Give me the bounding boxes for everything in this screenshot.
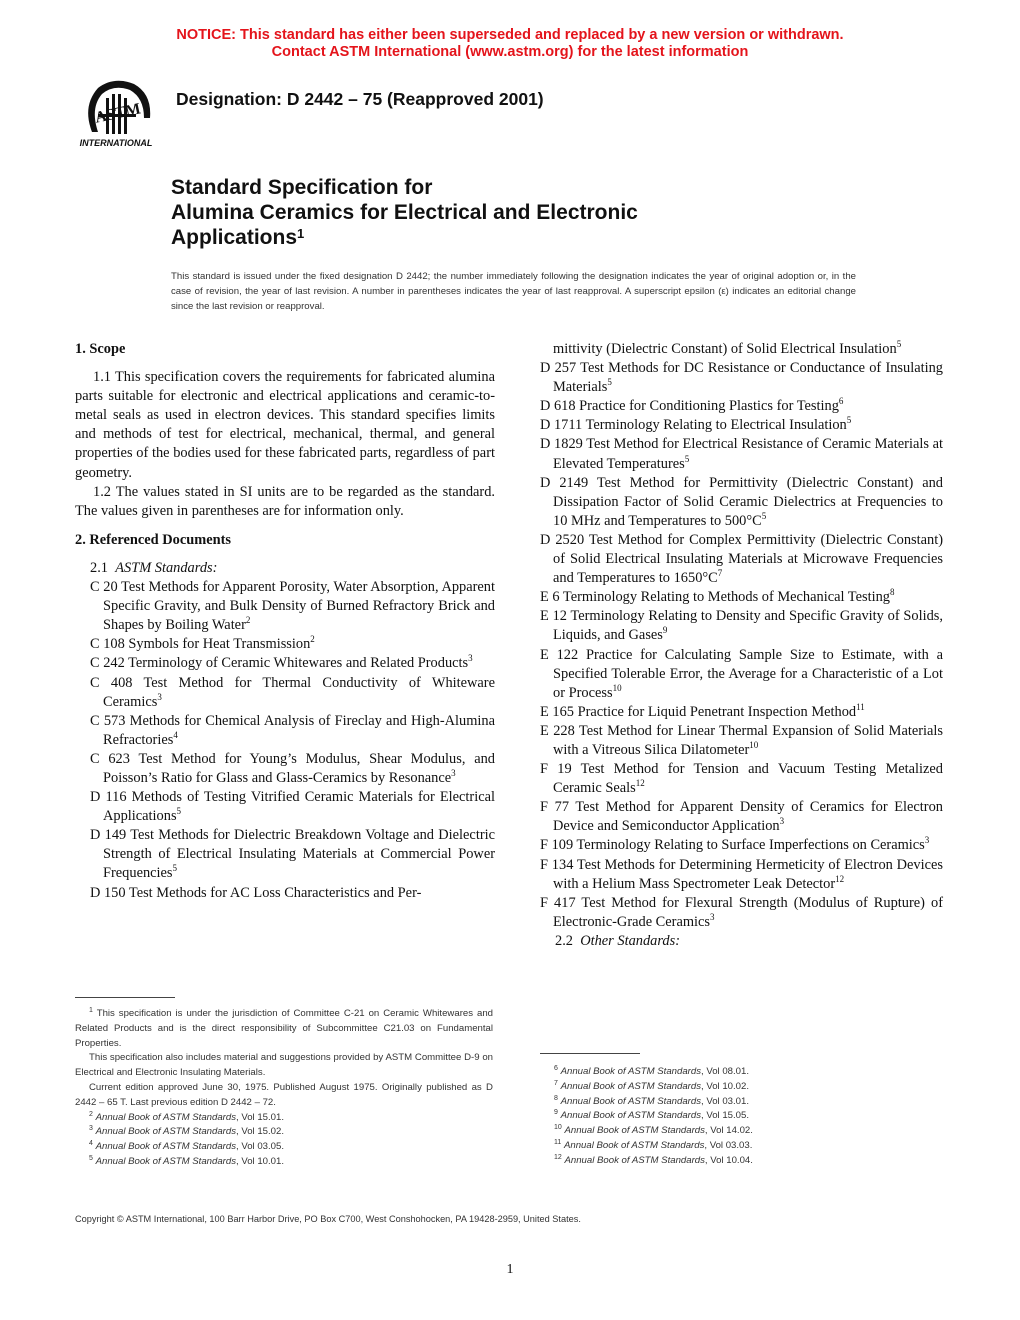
reference-footnote-mark: 3 xyxy=(710,911,715,922)
reference-text: D 1711 Terminology Relating to Electrical Insulation xyxy=(540,417,847,434)
astm-logo-icon xyxy=(72,74,164,150)
footnote-book-title: Annual Book of ASTM Standards xyxy=(95,1141,237,1153)
reference-item xyxy=(90,674,495,712)
reference-item xyxy=(90,788,495,826)
footnote-mark: 3 xyxy=(89,1125,93,1133)
reference-item xyxy=(540,836,943,855)
reference-item xyxy=(540,435,943,473)
footnote-book-title: Annual Book of ASTM Standards xyxy=(564,1154,705,1166)
reference-text: F 109 Terminology Relating to Surface Imperfections on Ceramics xyxy=(540,837,925,854)
reference-footnote-mark: 3 xyxy=(157,691,162,702)
footnote-1-mark: 1 xyxy=(89,1007,93,1014)
footnote-volume-number: , Vol 03.01. xyxy=(701,1095,750,1107)
reference-item xyxy=(90,578,495,635)
reference-item xyxy=(540,416,943,435)
reference-text: D 618 Practice for Conditioning Plastics for Testing xyxy=(540,398,839,415)
footnote-1-text: This specification is under the jurisdiction of Committee C-21 on Ceramic Whitewares and Related Products and is the direct responsibility of Subcommittee C21.03 on Fundamental Properties. xyxy=(75,1008,493,1049)
reference-footnote-mark: 10 xyxy=(612,682,622,693)
footnote-mark: 10 xyxy=(554,1124,562,1132)
footnote-volume xyxy=(540,1095,840,1110)
footnotes-left xyxy=(75,1007,493,1170)
title-footnote-mark: 1 xyxy=(297,226,305,241)
reference-item xyxy=(90,884,495,903)
notice-line-1: NOTICE: This standard has either been superseded and replaced by a new version or withdrawn. xyxy=(176,27,844,43)
reference-text: C 108 Symbols for Heat Transmission xyxy=(90,636,311,653)
copyright-notice: Copyright © ASTM International, 100 Barr Harbor Drive, PO Box C700, West Conshohocken, PA 19428-2959, United States. xyxy=(75,1214,581,1224)
footnote-volume xyxy=(75,1125,493,1140)
scope-heading: 1. Scope xyxy=(75,341,126,357)
reference-text: D 2520 Test Method for Complex Permittivity (Dielectric Constant) of Solid Electrical Insulating Materials at Microwave Frequencies and Temperatures to 1650°C xyxy=(540,531,943,587)
reference-text: D 116 Methods of Testing Vitrified Ceramic Materials for Electrical Applications xyxy=(90,789,495,825)
footnote-mark: 12 xyxy=(554,1153,562,1161)
designation: Designation: D 2442 – 75 (Reapproved 2001) xyxy=(176,89,544,109)
logo-text: ASTM xyxy=(93,100,143,127)
reference-item xyxy=(540,703,943,722)
reference-text: F 417 Test Method for Flexural Strength (Modulus of Rupture) of Electronic-Grade Ceramics xyxy=(540,894,943,930)
footnote-book-title: Annual Book of ASTM Standards xyxy=(95,1126,237,1138)
reference-text: C 242 Terminology of Ceramic Whitewares and Related Products xyxy=(90,655,469,672)
reference-item xyxy=(540,894,943,932)
footnote-volume-number: , Vol 03.03. xyxy=(704,1139,753,1151)
reference-item xyxy=(90,826,495,883)
reference-footnote-mark: 11 xyxy=(856,701,865,712)
continuation-text: mittivity (Dielectric Constant) of Solid Electrical Insulation xyxy=(553,341,897,357)
footnote-divider-right xyxy=(540,1053,640,1054)
reference-footnote-mark: 8 xyxy=(889,587,895,598)
footnote-volume xyxy=(75,1155,493,1170)
footnote-mark: 11 xyxy=(554,1138,562,1146)
other-standards-label: Other Standards: xyxy=(580,932,681,949)
footnote-volume-number: , Vol 10.02. xyxy=(701,1080,750,1092)
reference-text: F 134 Test Methods for Determining Hermeticity of Electron Devices with a Helium Mass Spectrometer Leak Detector xyxy=(540,856,943,892)
reference-text: C 20 Test Methods for Apparent Porosity, Water Absorption, Apparent Specific Gravity, and Bulk Density of Burned Refractory Brick and Shapes by Boiling Water xyxy=(90,579,495,634)
title-line-3-text: Applications xyxy=(171,226,298,249)
footnote-volumes-left xyxy=(75,1111,493,1170)
supersession-notice xyxy=(0,27,1020,61)
reference-footnote-mark: 3 xyxy=(779,816,785,827)
reference-item xyxy=(540,856,943,894)
reference-item xyxy=(90,750,495,788)
refs-heading: 2. Referenced Documents xyxy=(75,531,231,548)
reference-text: D 149 Test Methods for Dielectric Breakdown Voltage and Dielectric Strength of Electrical Insulating Materials at Commercial Power Frequencies xyxy=(90,827,495,882)
reference-footnote-mark: 4 xyxy=(173,729,178,740)
reference-item xyxy=(540,474,943,531)
title-line-1: Standard Specification for xyxy=(171,176,433,199)
reference-footnote-mark: 2 xyxy=(310,634,315,645)
reference-text: E 6 Terminology Relating to Methods of Mechanical Testing xyxy=(540,589,890,606)
reference-text: D 1829 Test Method for Electrical Resistance of Ceramic Materials at Elevated Temperatures xyxy=(540,436,943,472)
footnote-volume-number: , Vol 03.05. xyxy=(236,1141,285,1153)
reference-item xyxy=(540,588,943,607)
footnote-book-title: Annual Book of ASTM Standards xyxy=(95,1155,237,1167)
page-number: 1 xyxy=(506,1262,514,1277)
reference-text: D 2149 Test Method for Permittivity (Dielectric Constant) and Dissipation Factor of Solid Ceramic Dielectrics at Frequencies to 10 MHz and Temperatures to 500°C xyxy=(540,474,943,529)
reference-text: D 150 Test Methods for AC Loss Characteristics and Per- xyxy=(90,884,422,901)
reference-item xyxy=(540,397,943,416)
footnote-volume-number: , Vol 15.02. xyxy=(236,1126,285,1138)
footnote-current-edition: Current edition approved June 30, 1975. Published August 1975. Originally published as D 2442 – 65 T. Last previous edition D 2442 – 72. xyxy=(75,1081,493,1108)
footnote-mark: 7 xyxy=(554,1079,558,1087)
astm-standards-label: ASTM Standards: xyxy=(115,559,218,576)
document-title xyxy=(171,175,871,250)
footnote-volume xyxy=(75,1111,493,1126)
reference-item xyxy=(90,635,495,654)
footnote-volume xyxy=(540,1080,840,1095)
other-standards-subhead xyxy=(540,932,943,951)
reference-item xyxy=(90,654,495,673)
footnote-mark: 6 xyxy=(554,1065,558,1072)
footnote-book-title: Annual Book of ASTM Standards xyxy=(560,1080,702,1092)
reference-footnote-mark: 12 xyxy=(635,778,645,789)
reference-item xyxy=(540,760,943,798)
reference-footnote-mark: 9 xyxy=(662,625,668,636)
reference-footnote-mark: 5 xyxy=(761,510,767,521)
title-line-3 xyxy=(171,225,871,250)
footnote-volume-number: , Vol 08.01. xyxy=(701,1066,750,1077)
intro-statement: This standard is issued under the fixed designation D 2442; the number immediately following the designation indicates the year of original adoption or, in the case of revision, the year of last revision. A number in parentheses indicates the year of last reapproval. A superscript epsilon (ε) indicates an editorial change since the last revision or reapproval. xyxy=(171,271,856,312)
footnote-book-title: Annual Book of ASTM Standards xyxy=(564,1125,705,1137)
footnote-book-title: Annual Book of ASTM Standards xyxy=(95,1111,237,1123)
reference-item xyxy=(540,798,943,836)
reference-footnote-mark: 3 xyxy=(924,835,930,846)
astm-standards-number: 2.1 xyxy=(90,559,108,576)
reference-footnote-mark: 3 xyxy=(451,767,456,778)
footnote-volume xyxy=(540,1124,840,1139)
reference-text: E 165 Practice for Liquid Penetrant Inspection Method xyxy=(540,703,857,720)
reference-continuation xyxy=(540,340,943,359)
footnotes-right xyxy=(540,1065,840,1169)
reference-footnote-mark: 2 xyxy=(245,615,251,626)
footnote-book-title: Annual Book of ASTM Standards xyxy=(560,1110,702,1122)
reference-text: D 257 Test Methods for DC Resistance or Conductance of Insulating Materials xyxy=(540,360,943,396)
footnote-also: This specification also includes material and suggestions provided by ASTM Committee D-9 on Electrical and Electronic Insulating Materials. xyxy=(75,1052,493,1079)
footnote-volume xyxy=(540,1154,840,1169)
reference-item xyxy=(540,359,943,397)
reference-footnote-mark: 5 xyxy=(846,415,852,426)
footnote-1 xyxy=(75,1007,493,1051)
footnote-book-title: Annual Book of ASTM Standards xyxy=(560,1066,702,1077)
footnote-volume xyxy=(540,1109,840,1124)
title-line-2: Alumina Ceramics for Electrical and Electronic xyxy=(171,201,638,224)
footnote-mark: 8 xyxy=(554,1094,558,1102)
reference-footnote-mark: 7 xyxy=(717,568,723,579)
reference-text: C 573 Methods for Chemical Analysis of Fireclay and High-Alumina Refractories xyxy=(90,712,495,748)
footnote-divider-left xyxy=(75,997,175,998)
left-column xyxy=(75,340,495,903)
reference-text: F 77 Test Method for Apparent Density of Ceramics for Electron Device and Semiconductor Application xyxy=(540,799,943,835)
footnote-book-title: Annual Book of ASTM Standards xyxy=(563,1139,705,1151)
reference-item xyxy=(540,722,943,760)
footnote-volume xyxy=(540,1065,840,1080)
reference-text: C 623 Test Method for Young’s Modulus, Shear Modulus, and Poisson’s Ratio for Glass and Glass-Ceramics by Resonance xyxy=(90,750,495,786)
right-reference-list xyxy=(540,359,943,932)
continuation-sup: 5 xyxy=(896,339,902,349)
astm-standards-subhead xyxy=(75,559,495,578)
scope-para-2: 1.2 The values stated in SI units are to be regarded as the standard. The values given in parentheses are for information only. xyxy=(75,483,495,519)
footnote-mark: 5 xyxy=(89,1154,93,1162)
reference-footnote-mark: 3 xyxy=(468,653,473,664)
reference-footnote-mark: 5 xyxy=(607,377,612,388)
reference-text: E 12 Terminology Relating to Density and Specific Gravity of Solids, Liquids, and Gases xyxy=(540,608,943,644)
scope-para-1: 1.1 This specification covers the requirements for fabricated alumina parts suitable for electronic and electrical applications and ceramic-to-metal seals as used in electron devices. This standard specifies limits and methods of test for electrical, mechanical, thermal, and general properties of the bodies used for these fabricated parts, regardless of part geometry. xyxy=(75,369,495,481)
reference-text: E 228 Test Method for Linear Thermal Expansion of Solid Materials with a Vitreous Silica Dilatometer xyxy=(540,722,943,758)
footnote-volume-number: , Vol 14.02. xyxy=(704,1125,753,1137)
reference-text: F 19 Test Method for Tension and Vacuum Testing Metalized Ceramic Seals xyxy=(540,761,943,797)
reference-item xyxy=(540,646,943,703)
footnote-volume-number: , Vol 10.04. xyxy=(704,1154,753,1166)
reference-footnote-mark: 5 xyxy=(684,453,690,464)
reference-footnote-mark: 10 xyxy=(749,739,759,750)
notice-line-2: Contact ASTM International (www.astm.org) for the latest information xyxy=(271,44,749,60)
footnote-mark: 2 xyxy=(89,1110,93,1118)
footnote-volume xyxy=(540,1139,840,1154)
footnote-book-title: Annual Book of ASTM Standards xyxy=(560,1095,702,1107)
footnote-mark: 9 xyxy=(554,1109,558,1117)
logo-subtext: INTERNATIONAL xyxy=(79,138,153,148)
reference-text: E 122 Practice for Calculating Sample Size to Estimate, with a Specified Tolerable Error, the Average for a Characteristic of a Lot or Process xyxy=(540,646,943,701)
reference-footnote-mark: 5 xyxy=(176,806,182,817)
reference-footnote-mark: 5 xyxy=(172,863,178,874)
footnote-volume-number: , Vol 15.05. xyxy=(701,1110,750,1122)
reference-footnote-mark: 6 xyxy=(838,396,844,407)
footnote-volume xyxy=(75,1140,493,1155)
left-reference-list xyxy=(75,578,495,903)
reference-text: C 408 Test Method for Thermal Conductivity of Whiteware Ceramics xyxy=(90,674,495,710)
footnote-mark: 4 xyxy=(89,1140,93,1148)
reference-footnote-mark: 12 xyxy=(835,873,845,884)
right-column xyxy=(540,340,943,951)
reference-item xyxy=(540,607,943,645)
other-standards-number: 2.2 xyxy=(555,932,573,949)
reference-item xyxy=(540,531,943,588)
reference-item xyxy=(90,712,495,750)
footnote-volume-number: , Vol 15.01. xyxy=(236,1111,285,1123)
footnote-volume-number: , Vol 10.01. xyxy=(236,1155,285,1167)
